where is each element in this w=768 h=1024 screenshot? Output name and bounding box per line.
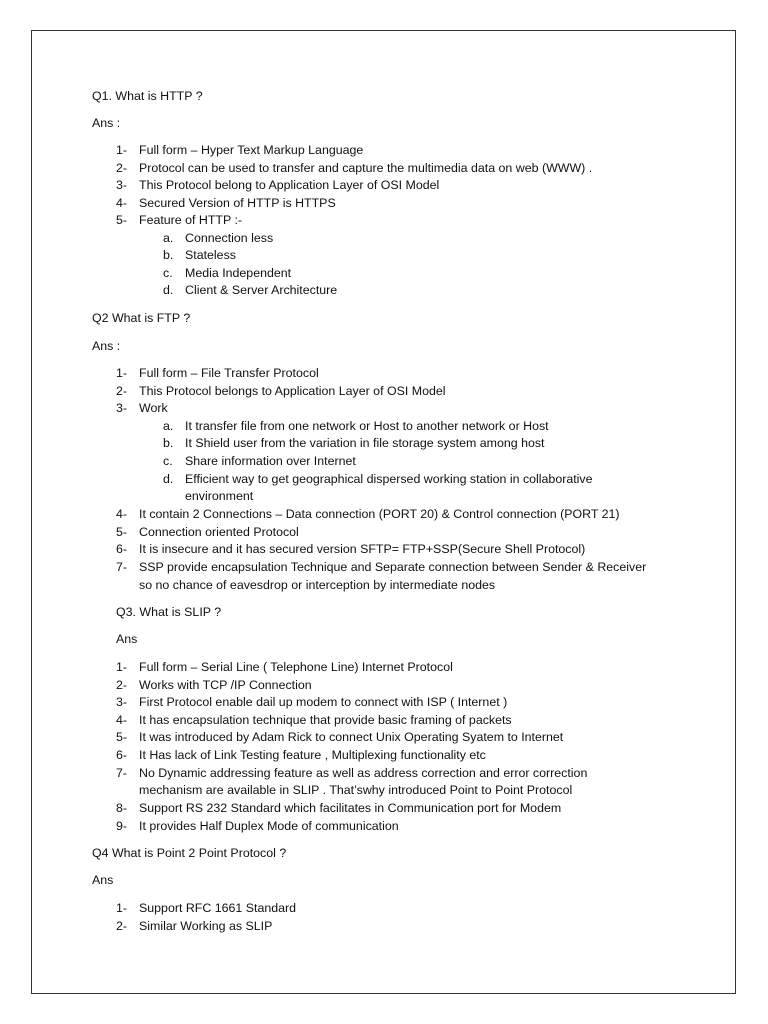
list-text: It was introduced by Adam Rick to connect Unix Operating Syatem to Internet [139, 730, 564, 744]
list-number: 1- [116, 366, 128, 380]
list-number: 6- [116, 748, 128, 762]
q3-ans-label: Ans [116, 632, 138, 646]
list-text: Work [139, 401, 168, 415]
sub-list-letter: c. [163, 266, 173, 280]
sub-list-letter: a. [163, 231, 174, 245]
sub-list-letter: d. [163, 283, 174, 297]
list-text: It has encapsulation technique that provide basic framing of packets [139, 713, 512, 727]
sub-list-text: Stateless [185, 248, 236, 262]
sub-list-letter: d. [163, 472, 174, 486]
list-number: 4- [116, 507, 128, 521]
list-number: 6- [116, 542, 128, 556]
list-text: Works with TCP /IP Connection [139, 678, 312, 692]
list-number: 8- [116, 801, 128, 815]
list-text: Connection oriented Protocol [139, 525, 299, 539]
sub-list-text: Connection less [185, 231, 274, 245]
sub-list-text: Media Independent [185, 266, 292, 280]
list-number: 7- [116, 766, 128, 780]
sub-list-letter: a. [163, 419, 174, 433]
list-number: 5- [116, 213, 128, 227]
q2-ans-label: Ans : [92, 339, 121, 353]
list-text: First Protocol enable dail up modem to connect with ISP ( Internet ) [139, 695, 508, 709]
sub-list-letter: b. [163, 248, 174, 262]
sub-list-text: It Shield user from the variation in file storage system among host [185, 436, 545, 450]
list-text: It Has lack of Link Testing feature , Multiplexing functionality etc [139, 748, 486, 762]
list-text: SSP provide encapsulation Technique and Separate connection between Sender & Receiver [139, 560, 647, 574]
sub-list-text: It transfer file from one network or Host to another network or Host [185, 419, 549, 433]
list-text: This Protocol belongs to Application Layer of OSI Model [139, 384, 446, 398]
q3-question: Q3. What is SLIP ? [116, 605, 222, 619]
list-continuation: mechanism are available in SLIP . That’swhy introduced Point to Point Protocol [139, 783, 573, 797]
q4-question: Q4 What is Point 2 Point Protocol ? [92, 846, 287, 860]
document-page [31, 30, 736, 994]
sub-list-text: Efficient way to get geographical dispersed working station in collaborative [185, 472, 593, 486]
list-number: 5- [116, 525, 128, 539]
list-number: 3- [116, 178, 128, 192]
list-number: 4- [116, 196, 128, 210]
list-number: 4- [116, 713, 128, 727]
list-number: 3- [116, 695, 128, 709]
q1-question: Q1. What is HTTP ? [92, 89, 203, 103]
list-number: 1- [116, 901, 128, 915]
list-continuation: so no chance of eavesdrop or interception by intermediate nodes [139, 578, 496, 592]
list-number: 2- [116, 919, 128, 933]
q2-question: Q2 What is FTP ? [92, 311, 191, 325]
list-text: Support RS 232 Standard which facilitates in Communication port for Modem [139, 801, 562, 815]
sub-list-letter: c. [163, 454, 173, 468]
list-text: Feature of HTTP :- [139, 213, 243, 227]
list-number: 7- [116, 560, 128, 574]
list-number: 2- [116, 161, 128, 175]
list-text: Secured Version of HTTP is HTTPS [139, 196, 336, 210]
list-number: 5- [116, 730, 128, 744]
list-text: Full form – Serial Line ( Telephone Line) Internet Protocol [139, 660, 453, 674]
list-text: Similar Working as SLIP [139, 919, 273, 933]
sub-list-text: Client & Server Architecture [185, 283, 338, 297]
list-number: 9- [116, 819, 128, 833]
list-text: No Dynamic addressing feature as well as address correction and error correction [139, 766, 588, 780]
list-number: 1- [116, 660, 128, 674]
list-text: Support RFC 1661 Standard [139, 901, 297, 915]
list-number: 3- [116, 401, 128, 415]
sub-list-letter: b. [163, 436, 174, 450]
q1-ans-label: Ans : [92, 116, 121, 130]
list-text: This Protocol belong to Application Layer of OSI Model [139, 178, 440, 192]
q4-ans-label: Ans [92, 873, 114, 887]
list-text: It provides Half Duplex Mode of communication [139, 819, 399, 833]
list-text: Full form – File Transfer Protocol [139, 366, 319, 380]
sub-list-continuation: environment [185, 489, 254, 503]
list-number: 2- [116, 384, 128, 398]
list-number: 1- [116, 143, 128, 157]
list-text: Protocol can be used to transfer and capture the multimedia data on web (WWW) . [139, 161, 593, 175]
list-text: Full form – Hyper Text Markup Language [139, 143, 364, 157]
list-text: It is insecure and it has secured version SFTP= FTP+SSP(Secure Shell Protocol) [139, 542, 586, 556]
list-text: It contain 2 Connections – Data connection (PORT 20) & Control connection (PORT 21) [139, 507, 620, 521]
list-number: 2- [116, 678, 128, 692]
sub-list-text: Share information over Internet [185, 454, 356, 468]
